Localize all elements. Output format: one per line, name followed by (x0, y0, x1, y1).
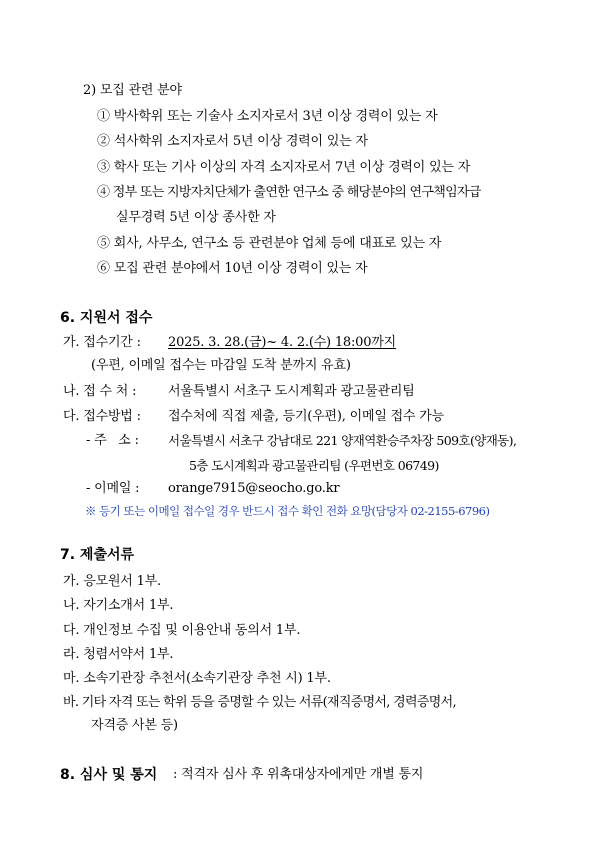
document-item-6-cont: 자격증 사본 등) (91, 718, 178, 733)
email-label: - 이메일 : (86, 481, 140, 496)
contact-notice: ※ 등기 또는 이메일 접수일 경우 반드시 접수 확인 전화 요망(담당자 02-2155-6796) (85, 504, 490, 518)
address-line-2: 5층 도시계획과 광고물관리팀 (우편번호 06749) (189, 458, 439, 473)
recruit-field-item-1: ① 박사학위 또는 기술사 소지자로서 3년 이상 경력이 있는 자 (97, 109, 438, 124)
address-line-1: 서울특별시 서초구 강남대로 221 양재역환승주차장 509호(양재동), (168, 433, 517, 448)
document-item-1: 가. 응모원서 1부. (63, 574, 161, 589)
section-6-title: 6. 지원서 접수 (60, 310, 153, 326)
document-item-6: 바. 기타 자격 또는 학위 등을 증명할 수 있는 서류(재직증명서, 경력증명서, (63, 695, 456, 710)
receipt-method-label: 다. 접수방법 : (63, 409, 141, 424)
receipt-period-value: 2025. 3. 28.(금)~ 4. 2.(수) 18:00까지 (168, 335, 397, 350)
recruit-field-item-6: ⑥ 모집 관련 분야에서 10년 이상 경력이 있는 자 (97, 261, 368, 276)
document-item-4: 라. 청렴서약서 1부. (63, 647, 174, 662)
section-7-title: 7. 제출서류 (60, 547, 135, 563)
email-value[interactable]: orange7915@seocho.go.kr (168, 481, 340, 496)
receipt-period-label: 가. 접수기간 : (63, 335, 141, 350)
recruit-field-heading: 2) 모집 관련 분야 (83, 83, 182, 98)
document-item-3: 다. 개인정보 수집 및 이용안내 동의서 1부. (63, 623, 301, 638)
recruit-field-item-4: ④ 정부 또는 지방자치단체가 출연한 연구소 중 해당분야의 연구책임자급 (97, 185, 481, 200)
document-item-5: 마. 소속기관장 추천서(소속기관장 추천 시) 1부. (63, 671, 331, 686)
section-8-title: 8. 심사 및 통지 (60, 767, 158, 783)
section-8-text: : 적격자 심사 후 위촉대상자에게만 개별 통지 (173, 767, 424, 782)
receipt-period-note: (우편, 이메일 접수는 마감일 도착 분까지 유효) (91, 358, 351, 373)
receipt-place-label: 나. 접 수 처 : (63, 384, 137, 399)
receipt-place-value: 서울특별시 서초구 도시계획과 광고물관리팀 (168, 384, 415, 399)
address-label: - 주 소 : (86, 433, 139, 448)
recruit-field-item-5: ⑤ 회사, 사무소, 연구소 등 관련분야 업체 등에 대표로 있는 자 (97, 236, 442, 251)
document-item-2: 나. 자기소개서 1부. (63, 598, 174, 613)
recruit-field-item-2: ② 석사학위 소지자로서 5년 이상 경력이 있는 자 (97, 134, 368, 149)
recruit-field-item-3: ③ 학사 또는 기사 이상의 자격 소지자로서 7년 이상 경력이 있는 자 (97, 160, 471, 175)
receipt-method-value: 접수처에 직접 제출, 등기(우편), 이메일 접수 가능 (168, 409, 445, 424)
recruit-field-item-4-cont: 실무경력 5년 이상 종사한 자 (116, 210, 276, 225)
